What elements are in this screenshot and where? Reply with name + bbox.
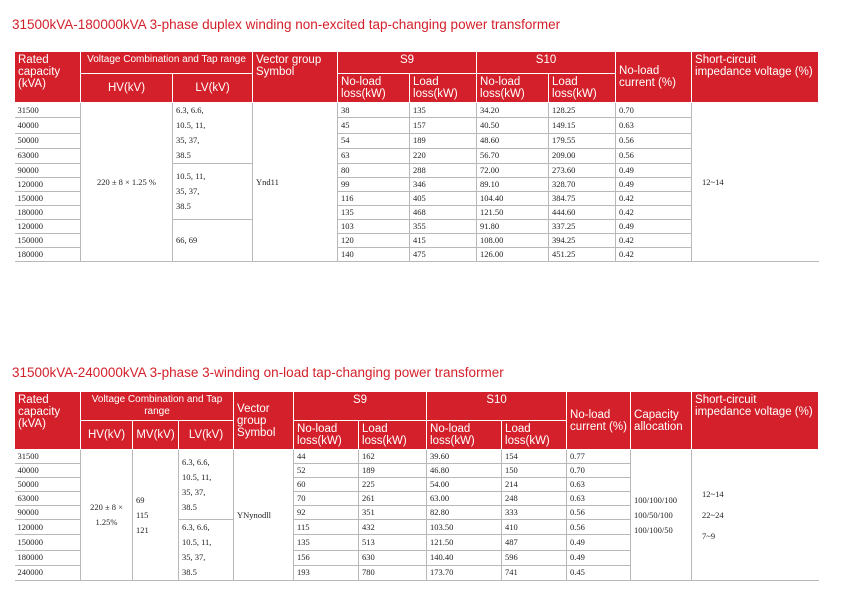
s10-no-load-loss-cell: 56.70: [477, 148, 549, 163]
mv-value: 69: [136, 494, 145, 505]
no-load-current-cell: 0.63: [616, 118, 692, 133]
no-load-current-cell: 0.70: [616, 103, 692, 118]
s9-load-loss-cell: 630: [359, 550, 427, 565]
header-rated-capacity: Rated capacity (kVA): [15, 52, 81, 103]
s10-no-load-loss-cell: 104.40: [477, 192, 549, 206]
s9-load-loss-cell: 351: [359, 506, 427, 520]
s9-load-loss-cell: 475: [410, 248, 477, 262]
s9-no-load-loss-cell: 70: [294, 492, 359, 506]
s10-load-loss-cell: 596: [502, 550, 567, 565]
lv-value: 66, 69: [176, 235, 198, 245]
header-no-load-current: No-load current (%): [567, 392, 631, 450]
capacity-allocation-value: 100/100/50: [634, 524, 673, 535]
lv-value: 6.3, 6.6,: [182, 456, 210, 467]
s9-no-load-loss-cell: 193: [294, 565, 359, 580]
capacity-cell: 120000: [15, 220, 81, 234]
s9-load-loss-cell: 468: [410, 206, 477, 220]
s10-no-load-loss-cell: 173.70: [427, 565, 502, 580]
no-load-current-cell: 0.42: [616, 234, 692, 248]
header-s9-load-loss: Load loss(kW): [359, 421, 427, 450]
s10-load-loss-cell: 273.60: [549, 164, 616, 178]
lv-value: 10.5, 11,: [176, 171, 206, 181]
transformer-table-three-winding: [14, 391, 819, 581]
s10-no-load-loss-cell: 63.00: [427, 492, 502, 506]
no-load-current-cell: 0.45: [567, 565, 631, 580]
s9-no-load-loss-cell: 135: [338, 206, 410, 220]
no-load-current-cell: 0.63: [567, 492, 631, 506]
lv-value: 10.5, 11,: [182, 471, 212, 482]
header-s10: S10: [477, 52, 616, 74]
header-voltage-combination: Voltage Combination and Tap range: [81, 52, 253, 74]
no-load-current-cell: 0.77: [567, 450, 631, 464]
s9-no-load-loss-cell: 140: [338, 248, 410, 262]
header-s10-load-loss: Load loss(kW): [502, 421, 567, 450]
vector-group-cell: YNynodll: [234, 450, 294, 581]
capacity-cell: 180000: [15, 206, 81, 220]
s9-load-loss-cell: 415: [410, 234, 477, 248]
no-load-current-cell: 0.49: [567, 550, 631, 565]
lv-value: 38.5: [182, 567, 197, 577]
header-s10: S10: [427, 392, 567, 421]
lv-value: 10.5, 11,: [182, 537, 212, 547]
header-s9: S9: [338, 52, 477, 74]
hv-value: 220 ± 8 ×: [90, 502, 123, 512]
transformer-table-duplex: [14, 51, 819, 262]
s10-no-load-loss-cell: 126.00: [477, 248, 549, 262]
s10-no-load-loss-cell: 34.20: [477, 103, 549, 118]
capacity-cell: 180000: [15, 248, 81, 262]
table1-title: 31500kVA-180000kVA 3-phase duplex winding non-excited tap-changing power transformer: [12, 17, 561, 32]
s9-load-loss-cell: 162: [359, 450, 427, 464]
table2-title: 31500kVA-240000kVA 3-phase 3-winding on-load tap-changing power transformer: [12, 365, 504, 380]
s10-load-loss-cell: 410: [502, 520, 567, 535]
header-lv: LV(kV): [173, 74, 253, 103]
s9-no-load-loss-cell: 99: [338, 178, 410, 192]
no-load-current-cell: 0.56: [616, 133, 692, 148]
lv-value: 10.5, 11,: [176, 120, 206, 130]
capacity-cell: 63000: [15, 148, 81, 163]
s10-no-load-loss-cell: 108.00: [477, 234, 549, 248]
s9-no-load-loss-cell: 60: [294, 478, 359, 492]
s10-no-load-loss-cell: 140.40: [427, 550, 502, 565]
lv-value: 35, 37,: [182, 486, 206, 497]
lv-value: 35, 37,: [176, 186, 200, 196]
s10-load-loss-cell: 154: [502, 450, 567, 464]
lv-value: 38.5: [176, 150, 191, 160]
s9-no-load-loss-cell: 92: [294, 506, 359, 520]
s10-no-load-loss-cell: 82.80: [427, 506, 502, 520]
s9-no-load-loss-cell: 120: [338, 234, 410, 248]
s10-no-load-loss-cell: 48.60: [477, 133, 549, 148]
s10-no-load-loss-cell: 54.00: [427, 478, 502, 492]
lv-cell: [173, 220, 253, 262]
s9-no-load-loss-cell: 38: [338, 103, 410, 118]
s10-load-loss-cell: 451.25: [549, 248, 616, 262]
lv-value: 35, 37,: [182, 552, 206, 562]
s10-no-load-loss-cell: 72.00: [477, 164, 549, 178]
capacity-cell: 63000: [15, 492, 81, 506]
s9-no-load-loss-cell: 135: [294, 535, 359, 550]
no-load-current-cell: 0.42: [616, 192, 692, 206]
s10-load-loss-cell: 214: [502, 478, 567, 492]
s10-load-loss-cell: 741: [502, 565, 567, 580]
s10-load-loss-cell: 150: [502, 464, 567, 478]
s10-load-loss-cell: 128.25: [549, 103, 616, 118]
no-load-current-cell: 0.49: [567, 535, 631, 550]
mv-cell: [133, 450, 179, 581]
no-load-current-cell: 0.56: [616, 148, 692, 163]
vector-group-cell: Ynd11: [253, 103, 338, 262]
header-s9-load-loss: Load loss(kW): [410, 74, 477, 103]
s10-no-load-loss-cell: 39.60: [427, 450, 502, 464]
s9-load-loss-cell: 288: [410, 164, 477, 178]
s10-load-loss-cell: 444.60: [549, 206, 616, 220]
capacity-cell: 40000: [15, 118, 81, 133]
lv-value: 35, 37,: [176, 135, 200, 145]
s9-load-loss-cell: 405: [410, 192, 477, 206]
s10-no-load-loss-cell: 121.50: [427, 535, 502, 550]
s9-load-loss-cell: 346: [410, 178, 477, 192]
s10-load-loss-cell: 328.70: [549, 178, 616, 192]
short-circuit-cell: [692, 450, 819, 581]
capacity-cell: 50000: [15, 478, 81, 492]
capacity-allocation-cell: [631, 450, 692, 581]
s10-load-loss-cell: 149.15: [549, 118, 616, 133]
capacity-cell: 120000: [15, 520, 81, 535]
s9-load-loss-cell: 261: [359, 492, 427, 506]
no-load-current-cell: 0.42: [616, 248, 692, 262]
no-load-current-cell: 0.42: [616, 206, 692, 220]
header-voltage-combination: Voltage Combination and Tap range: [81, 392, 234, 421]
impedance-value: 12~14: [702, 488, 724, 499]
s9-load-loss-cell: 432: [359, 520, 427, 535]
s10-load-loss-cell: 394.25: [549, 234, 616, 248]
s9-load-loss-cell: 189: [359, 464, 427, 478]
impedance-value: 22~24: [702, 509, 724, 520]
s9-no-load-loss-cell: 54: [338, 133, 410, 148]
s10-load-loss-cell: 337.25: [549, 220, 616, 234]
s9-load-loss-cell: 513: [359, 535, 427, 550]
lv-cell: [173, 103, 253, 164]
s10-load-loss-cell: 179.55: [549, 133, 616, 148]
no-load-current-cell: 0.49: [616, 164, 692, 178]
s10-load-loss-cell: 333: [502, 506, 567, 520]
s9-no-load-loss-cell: 156: [294, 550, 359, 565]
s9-no-load-loss-cell: 44: [294, 450, 359, 464]
s10-load-loss-cell: 209.00: [549, 148, 616, 163]
capacity-cell: 90000: [15, 506, 81, 520]
capacity-allocation-value: 100/100/100: [634, 494, 678, 505]
table-row: [15, 103, 819, 118]
header-s9-no-load-loss: No-load loss(kW): [294, 421, 359, 450]
s9-load-loss-cell: 355: [410, 220, 477, 234]
short-circuit-cell: 12~14: [692, 103, 819, 262]
header-s10-no-load-loss: No-load loss(kW): [477, 74, 549, 103]
capacity-cell: 150000: [15, 234, 81, 248]
header-vector-group: Vector group Symbol: [234, 392, 294, 450]
lv-value: 6.3, 6.6,: [176, 105, 204, 115]
header-capacity-allocation: Capacity allocation: [631, 392, 692, 450]
header-s9-no-load-loss: No-load loss(kW): [338, 74, 410, 103]
lv-value: 6.3, 6.6,: [182, 522, 210, 532]
s10-no-load-loss-cell: 40.50: [477, 118, 549, 133]
s10-load-loss-cell: 487: [502, 535, 567, 550]
header-hv: HV(kV): [81, 421, 133, 450]
header-s10-no-load-loss: No-load loss(kW): [427, 421, 502, 450]
capacity-cell: 90000: [15, 164, 81, 178]
capacity-cell: 31500: [15, 450, 81, 464]
header-s9: S9: [294, 392, 427, 421]
mv-value: 121: [136, 524, 149, 535]
header-short-circuit: Short-circuit impedance voltage (%): [692, 392, 819, 450]
lv-value: 38.5: [176, 201, 191, 211]
lv-value: 38.5: [182, 501, 197, 512]
s9-no-load-loss-cell: 103: [338, 220, 410, 234]
no-load-current-cell: 0.70: [567, 464, 631, 478]
capacity-cell: 50000: [15, 133, 81, 148]
s10-no-load-loss-cell: 103.50: [427, 520, 502, 535]
table-row: [15, 450, 819, 464]
s10-load-loss-cell: 384.75: [549, 192, 616, 206]
s10-no-load-loss-cell: 89.10: [477, 178, 549, 192]
hv-value: 1.25%: [95, 517, 118, 527]
s9-no-load-loss-cell: 116: [338, 192, 410, 206]
capacity-allocation-value: 100/50/100: [634, 509, 673, 520]
mv-value: 115: [136, 509, 149, 520]
capacity-cell: 150000: [15, 535, 81, 550]
capacity-cell: 150000: [15, 192, 81, 206]
capacity-cell: 120000: [15, 178, 81, 192]
s9-load-loss-cell: 135: [410, 103, 477, 118]
no-load-current-cell: 0.49: [616, 220, 692, 234]
header-no-load-current: No-load current (%): [616, 52, 692, 103]
impedance-value: 7~9: [702, 530, 716, 541]
no-load-current-cell: 0.49: [616, 178, 692, 192]
s9-no-load-loss-cell: 115: [294, 520, 359, 535]
s9-load-loss-cell: 225: [359, 478, 427, 492]
s9-load-loss-cell: 220: [410, 148, 477, 163]
no-load-current-cell: 0.63: [567, 478, 631, 492]
s10-no-load-loss-cell: 91.80: [477, 220, 549, 234]
capacity-cell: 31500: [15, 103, 81, 118]
header-rated-capacity: Rated capacity (kVA): [15, 392, 81, 450]
hv-cell: 220 ± 8 × 1.25 %: [81, 103, 173, 262]
capacity-cell: 180000: [15, 550, 81, 565]
s10-no-load-loss-cell: 121.50: [477, 206, 549, 220]
header-lv: LV(kV): [179, 421, 234, 450]
header-short-circuit: Short-circuit impedance voltage (%): [692, 52, 819, 103]
s9-no-load-loss-cell: 45: [338, 118, 410, 133]
s10-load-loss-cell: 248: [502, 492, 567, 506]
header-mv: MV(kV): [133, 421, 179, 450]
s9-no-load-loss-cell: 63: [338, 148, 410, 163]
capacity-cell: 40000: [15, 464, 81, 478]
s9-no-load-loss-cell: 52: [294, 464, 359, 478]
no-load-current-cell: 0.56: [567, 506, 631, 520]
no-load-current-cell: 0.56: [567, 520, 631, 535]
s10-no-load-loss-cell: 46.80: [427, 464, 502, 478]
s9-load-loss-cell: 189: [410, 133, 477, 148]
s9-no-load-loss-cell: 80: [338, 164, 410, 178]
s9-load-loss-cell: 157: [410, 118, 477, 133]
lv-cell: [179, 450, 234, 520]
header-hv: HV(kV): [81, 74, 173, 103]
header-vector-group: Vector group Symbol: [253, 52, 338, 103]
header-s10-load-loss: Load loss(kW): [549, 74, 616, 103]
s9-load-loss-cell: 780: [359, 565, 427, 580]
hv-cell: [81, 450, 133, 581]
lv-cell: [179, 520, 234, 581]
capacity-cell: 240000: [15, 565, 81, 580]
lv-cell: [173, 164, 253, 220]
